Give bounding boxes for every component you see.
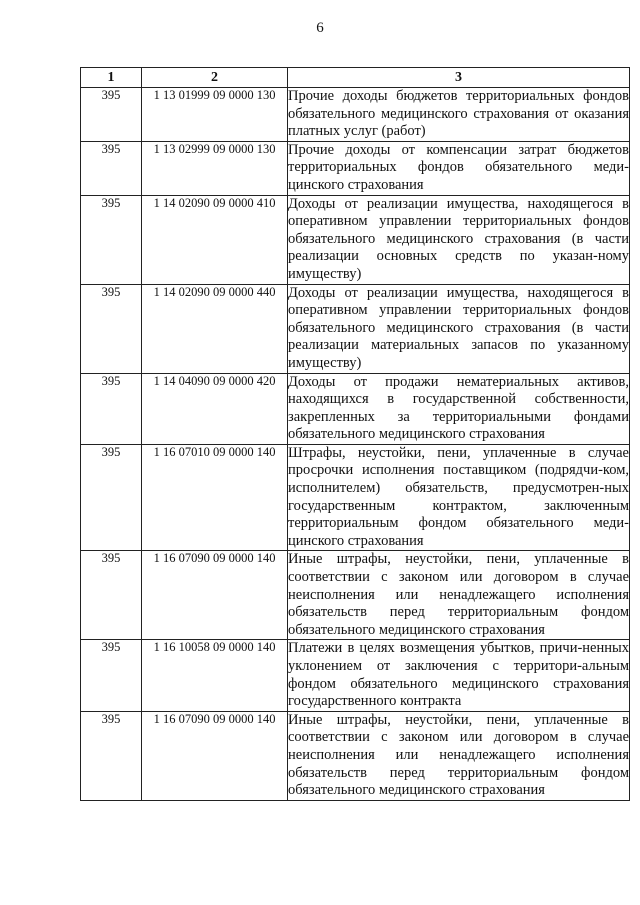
table-header-row [81, 68, 630, 88]
revenue-code-cell: 1 16 10058 09 0000 140 [142, 640, 288, 711]
admin-code-cell: 395 [81, 444, 142, 551]
admin-code-cell: 395 [81, 373, 142, 444]
admin-code-cell: 395 [81, 284, 142, 373]
table-row [81, 711, 630, 800]
admin-code-cell: 395 [81, 640, 142, 711]
revenue-code-cell: 1 13 02999 09 0000 130 [142, 141, 288, 195]
table-row [81, 373, 630, 444]
description-cell: Прочие доходы бюджетов территориальных фондов обязательного медицинского страхования от оказания платных услуг (работ) [288, 88, 630, 142]
table-row [81, 284, 630, 373]
table-row [81, 88, 630, 142]
revenue-code-cell: 1 16 07010 09 0000 140 [142, 444, 288, 551]
table-row [81, 640, 630, 711]
admin-code-cell: 395 [81, 88, 142, 142]
revenue-code-cell: 1 13 01999 09 0000 130 [142, 88, 288, 142]
column-header-3: 3 [288, 68, 630, 88]
table-row [81, 444, 630, 551]
table-row [81, 551, 630, 640]
revenue-code-cell: 1 14 04090 09 0000 420 [142, 373, 288, 444]
description-cell: Иные штрафы, неустойки, пени, уплаченные в соответствии с законом или договором в случае неисполнения или ненадлежащего исполнения обязательств перед территориальным фондом обязательного медицинского страхования [288, 551, 630, 640]
admin-code-cell: 395 [81, 141, 142, 195]
description-cell: Прочие доходы от компенсации затрат бюджетов территориальных фондов обязательного меди-цинского страхования [288, 141, 630, 195]
revenue-code-cell: 1 16 07090 09 0000 140 [142, 711, 288, 800]
admin-code-cell: 395 [81, 711, 142, 800]
description-cell: Штрафы, неустойки, пени, уплаченные в случае просрочки исполнения поставщиком (подрядчи-ком, исполнителем) обязательств, предусмотрен-ных государственным контрактом, заключенным территориальным фондом обязательного меди-цинского страхования [288, 444, 630, 551]
description-cell: Иные штрафы, неустойки, пени, уплаченные в соответствии с законом или договором в случае неисполнения или ненадлежащего исполнения обязательств перед территориальным фондом обязательного медицинского страхования [288, 711, 630, 800]
description-cell: Доходы от продажи нематериальных активов, находящихся в государственной собственности, закрепленных за территориальными фондами обязательного медицинского страхования [288, 373, 630, 444]
revenue-codes-table [80, 67, 630, 801]
page-number: 6 [316, 20, 324, 36]
admin-code-cell: 395 [81, 195, 142, 284]
description-cell: Доходы от реализации имущества, находящегося в оперативном управлении территориальных фондов обязательного медицинского страхования (в части реализации материальных запасов по указанному имуществу) [288, 284, 630, 373]
table-row [81, 195, 630, 284]
admin-code-cell: 395 [81, 551, 142, 640]
table-row [81, 141, 630, 195]
revenue-code-cell: 1 14 02090 09 0000 440 [142, 284, 288, 373]
revenue-code-cell: 1 16 07090 09 0000 140 [142, 551, 288, 640]
column-header-2: 2 [142, 68, 288, 88]
description-cell: Доходы от реализации имущества, находящегося в оперативном управлении территориальных фондов обязательного медицинского страхования (в части реализации основных средств по указан-ному имуществу) [288, 195, 630, 284]
column-header-1: 1 [81, 68, 142, 88]
description-cell: Платежи в целях возмещения убытков, причи-ненных уклонением от заключения с территори-альным фондом обязательного медицинского страхования государственного контракта [288, 640, 630, 711]
revenue-code-cell: 1 14 02090 09 0000 410 [142, 195, 288, 284]
